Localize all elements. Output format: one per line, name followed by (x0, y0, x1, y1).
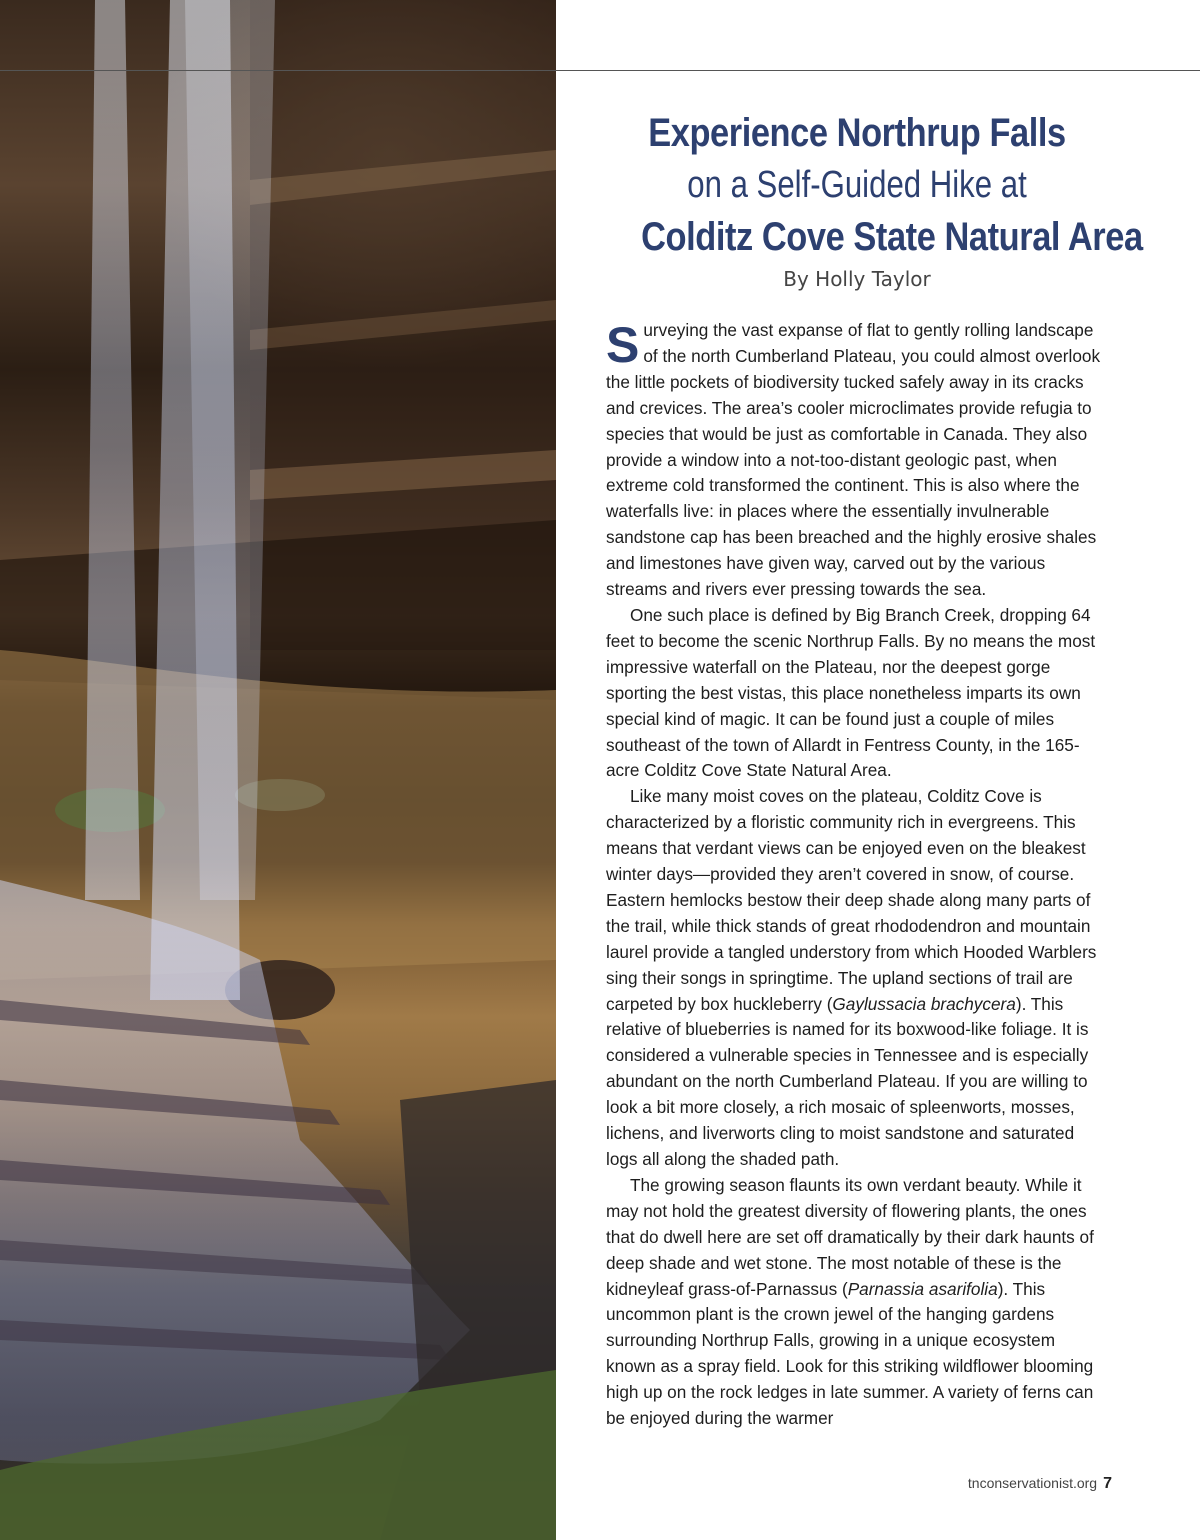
paragraph-4 (606, 1173, 1108, 1432)
species-name-parnassia: Parnassia asarifolia (847, 1278, 998, 1299)
drop-cap: S (606, 317, 640, 373)
article-body (606, 318, 1108, 1432)
article (606, 106, 1143, 1432)
paragraph-2: One such place is defined by Big Branch Creek, dropping 64 feet to become the scenic Northrup Falls. By no means the most impressive waterfall on the Plateau, nor the deepest gorge sporting the best vistas, this place nonetheless imparts its own special kind of magic. It can be found just a couple of miles southeast of the town of Allardt in Fentress County, in the 165-acre Colditz Cove State Natural Area. (606, 604, 1096, 781)
paragraph-4-text-b: ). This uncommon plant is the crown jewel of the hanging gardens surrounding Northrup Falls, growing in a unique ecosystem known as a spray field. Look for this striking wildflower blooming high up on the rock ledges in late summer. A variety of ferns can be enjoyed during the warmer (606, 1278, 1094, 1429)
paragraph-3-text-a: Like many moist coves on the plateau, Colditz Cove is characterized by a floristic community rich in evergreens. This means that verdant views can be enjoyed even on the bleakest winter days—provided they aren’t covered in snow, of course. Eastern hemlocks bestow their deep shade along many parts of the trail, while thick stands of great rhododendron and mountain laurel provide a tangled understory from which Hooded Warblers sing their songs in springtime. The upland sections of trail are carpeted by box huckleberry ( (606, 786, 1097, 1014)
waterfall-illustration (0, 0, 556, 1540)
waterfall-photo (0, 0, 556, 1540)
header-rule (0, 70, 1200, 71)
byline: By Holly Taylor (783, 267, 931, 291)
paragraph-4-text-a: The growing season flaunts its own verdant beauty. While it may not hold the greatest diversity of flowering plants, the ones that do dwell here are set off dramatically by their dark haunts of deep shade and wet stone. The most notable of these is the kidneyleaf grass-of-Parnassus ( (606, 1174, 1094, 1299)
article-title-line-3: Colditz Cove State Natural Area (641, 215, 1143, 259)
paragraph-1-text: urveying the vast expanse of flat to gently rolling landscape of the north Cumberland Plateau, you could almost overlook the little pockets of biodiversity tucked safely away in its cracks and crevices. The area’s cooler microclimates provide refugia to species that would be just as comfortable in Canada. They also provide a window into a not-too-distant geologic past, when extreme cold transformed the continent. This is also where the waterfalls live: in places where the essentially invulnerable sandstone cap has been breached and the highly erosive shales and limestones have given way, carved out by the various streams and rivers ever pressing towards the sea. (606, 320, 1101, 600)
paragraph-1 (606, 318, 1108, 603)
paragraph-3 (606, 784, 1108, 1173)
page-number: 7 (1103, 1475, 1112, 1492)
species-name-huckleberry: Gaylussacia brachycera (832, 993, 1016, 1014)
footer-site: tnconservationist.org (967, 1475, 1098, 1491)
page-footer (968, 1475, 1112, 1493)
article-title-line-1: Experience Northrup Falls (648, 111, 1066, 155)
paragraph-3-text-b: ). This relative of blueberries is named for its boxwood-like foliage. It is considered a vulnerable species in Tennessee and is especially abundant on the north Cumberland Plateau. If you are willing to look a bit more closely, a rich mosaic of spleenworts, mosses, lichens, and liverworts cling to moist sandstone and saturated logs all along the shaded path. (606, 993, 1089, 1169)
article-title-line-2: on a Self-Guided Hike at (687, 164, 1027, 206)
